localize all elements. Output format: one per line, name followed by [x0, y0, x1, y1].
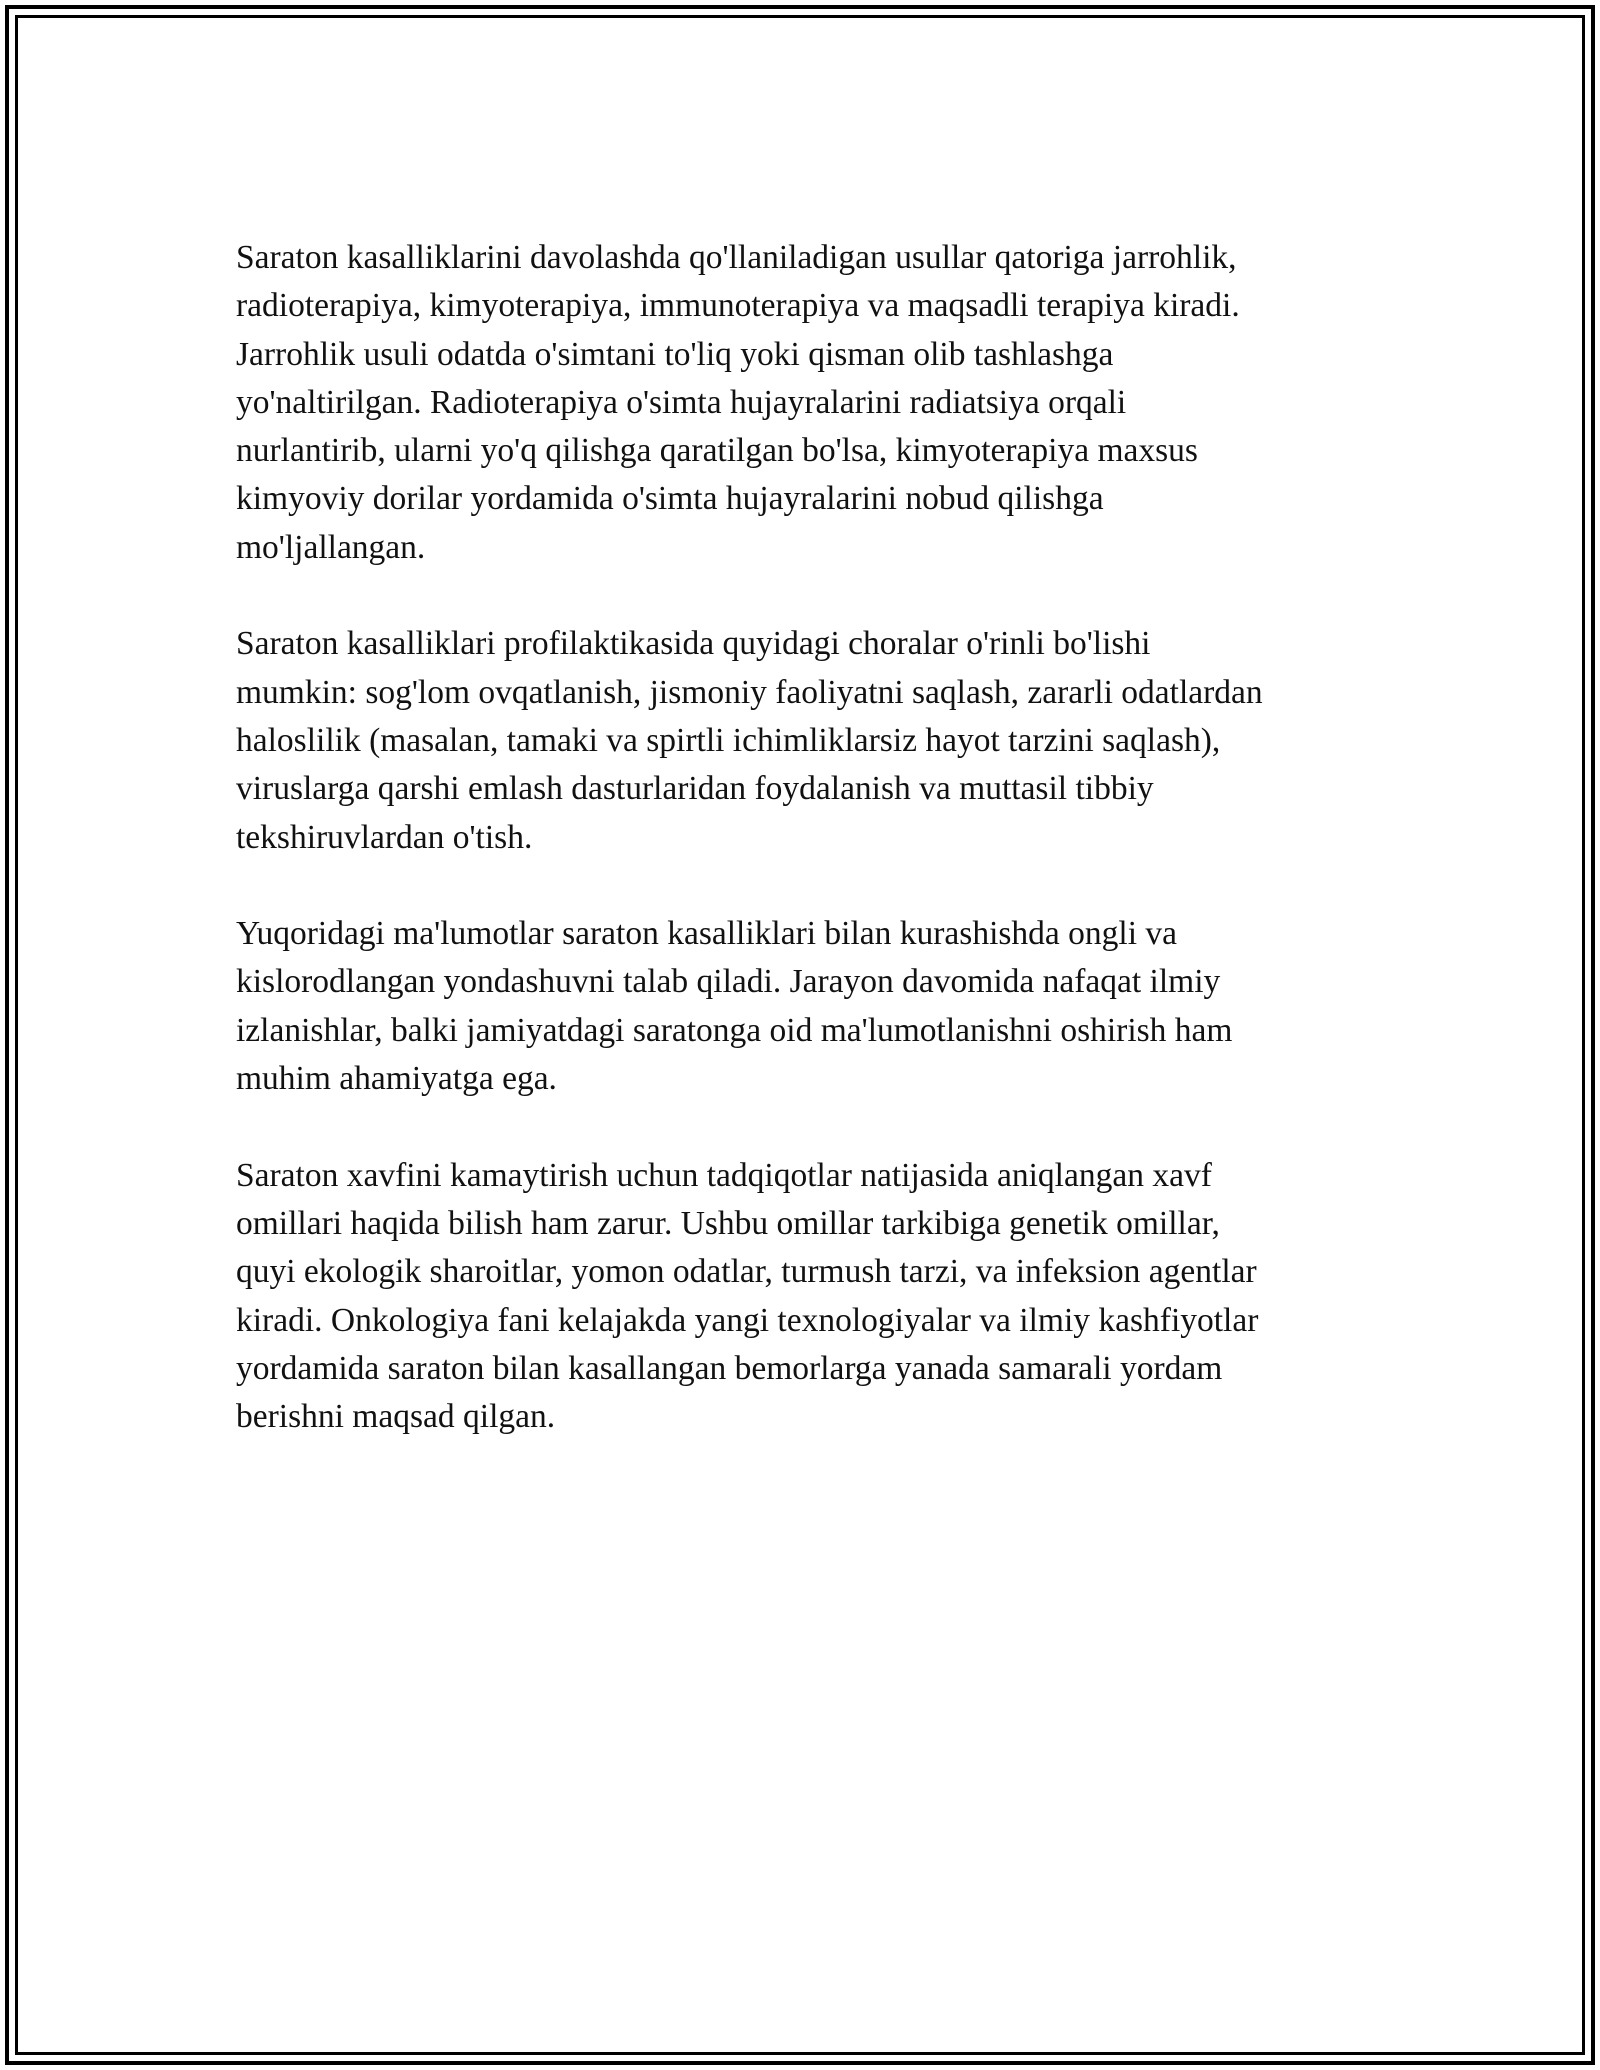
text-line: kimyoviy dorilar yordamida o'simta hujayralarini nobud qilishga: [236, 480, 1104, 518]
text-line: muhim ahamiyatga ega.: [236, 1060, 557, 1098]
text-line: haloslilik (masalan, tamaki va spirtli ichimliklarsiz hayot tarzini saqlash),: [236, 721, 1221, 759]
text-line: Saraton kasalliklarini davolashda qo'llaniladigan usullar qatoriga jarrohlik,: [236, 239, 1237, 276]
paragraph-prevention: [236, 620, 1366, 861]
text-line: nurlantirib, ularni yo'q qilishga qaratilgan bo'lsa, kimyoterapiya maxsus: [236, 432, 1198, 470]
text-line: tekshiruvlardan o'tish.: [236, 818, 533, 856]
text-line: kiradi. Onkologiya fani kelajakda yangi texnologiyalar va ilmiy kashfiyotlar: [236, 1301, 1259, 1339]
text-line: izlanishlar, balki jamiyatdagi saratonga oid ma'lumotlanishni oshirish ham: [236, 1011, 1233, 1049]
text-line: Saraton kasalliklari profilaktikasida quyidagi choralar o'rinli bo'lishi: [236, 625, 1151, 663]
paragraph-approach: [236, 910, 1366, 1103]
text-line: radioterapiya, kimyoterapiya, immunoterapiya va maqsadli terapiya kiradi.: [236, 287, 1240, 325]
text-line: yordamida saraton bilan kasallangan bemorlarga yanada samarali yordam: [236, 1349, 1223, 1387]
paragraph-treatment: [236, 234, 1366, 572]
text-line: kislorodlangan yondashuvni talab qiladi. Jarayon davomida nafaqat ilmiy: [236, 963, 1221, 1001]
text-line: mumkin: sog'lom ovqatlanish, jismoniy faoliyatni saqlash, zararli odatlardan: [236, 673, 1263, 711]
text-line: quyi ekologik sharoitlar, yomon odatlar, turmush tarzi, va infeksion agentlar: [236, 1253, 1257, 1291]
text-line: mo'ljallangan.: [236, 528, 426, 566]
text-line: berishni maqsad qilgan.: [236, 1398, 556, 1436]
paragraph-risk-factors: [236, 1152, 1366, 1442]
text-line: yo'naltirilgan. Radioterapiya o'simta hujayralarini radiatsiya orqali: [236, 383, 1127, 421]
text-line: Saraton xavfini kamaytirish uchun tadqiqotlar natijasida aniqlangan xavf: [236, 1156, 1212, 1194]
text-line: Jarrohlik usuli odatda o'simtani to'liq yoki qisman olib tashlashga: [236, 335, 1114, 373]
text-line: viruslarga qarshi emlash dasturlaridan foydalanish va muttasil tibbiy: [236, 770, 1154, 808]
text-line: Yuqoridagi ma'lumotlar saraton kasalliklari bilan kurashishda ongli va: [236, 915, 1178, 953]
text-line: omillari haqida bilish ham zarur. Ushbu omillar tarkibiga genetik omillar,: [236, 1204, 1220, 1242]
document-body: [236, 234, 1366, 1490]
